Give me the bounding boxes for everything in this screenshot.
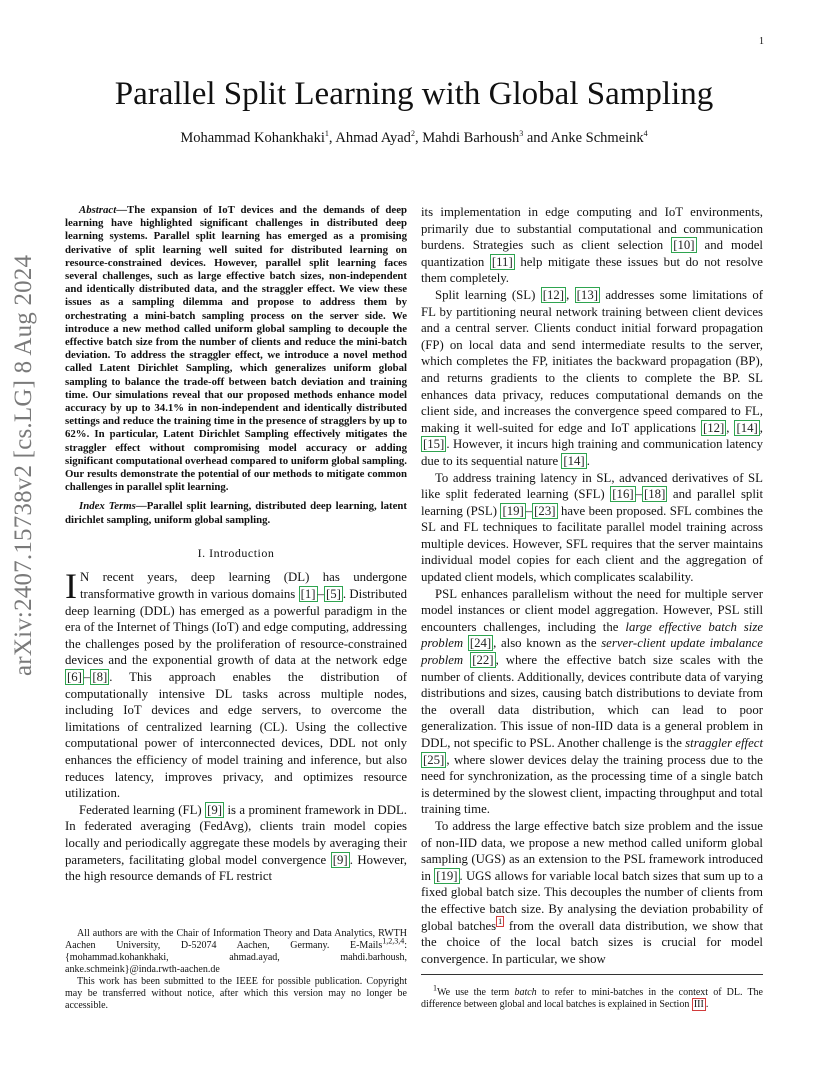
footnote-sup: 1,2,3,4 [382,936,405,946]
text-run: – [83,670,91,685]
batch-footnote [421,974,763,1011]
author-separator: and [523,130,551,146]
text-run: is a prominent framework in DDL. In federated averaging (FedAvg), clients train model copies locally and periodically aggregate these models by averaging their parameters, facilitating global model convergence [65,802,407,867]
emphasis: straggler effect [685,736,763,750]
citation-link[interactable]: [15] [423,437,445,452]
abstract [65,204,407,494]
section-heading: I. Introduction [197,545,275,560]
intro-paragraph-2 [65,802,407,885]
footnote-sup: 1 [433,983,437,993]
text-run: N recent years, deep learning (DL) has undergone transformative growth in various domains [80,570,407,602]
citation-link[interactable]: [16] [612,487,634,502]
citation-link[interactable]: [14] [563,453,585,468]
section-link[interactable]: III [693,999,704,1010]
text-run: Federated learning (FL) [79,802,206,817]
author-affil: 4 [643,129,648,139]
right-paragraph-5 [421,818,763,967]
paper-title: Parallel Split Learning with Global Sampling [114,76,714,112]
author-name: Anke Schmeink [550,130,644,146]
intro-paragraph-1 [65,566,407,801]
citation-link[interactable]: [5] [325,587,341,602]
citation-link[interactable]: [24] [469,636,492,651]
citation-link[interactable]: [12] [542,287,565,302]
text-run: and model quantization [421,238,763,269]
citation-link[interactable]: [19] [436,868,458,883]
footnote-copyright: This work has been submitted to the IEEE for possible publication. Copyright may be transferred without notice, after which this version may no longer be accessible. [65,976,407,1011]
text-run: . However, it incurs high training and communication latency due to its sequential nature [421,437,763,468]
citation-link[interactable]: [11] [491,254,513,269]
citation-link[interactable]: [19] [502,503,524,518]
affiliation-footnote [65,928,407,1012]
arxiv-id: arXiv:2407.15738v2 [cs.LG] 8 Aug 2024 [10,254,37,676]
text-run: addresses some limitations of FL by partitioning neural network training between client devices and a central server. Clients conduct initial forward propagation (FP) on local data and send intermediate results to the server, which completes the FP, initiates the backward propagation (BP), and returns gradients to the clients to complete the BP. SL enhances data privacy, reduces computational demands on the client side, and increases the convergence speed compared to FL, making it well-suited for edge and IoT applications [421,287,763,435]
index-terms-label: Index Terms [79,500,136,513]
author-separator: , [328,130,336,146]
text-run: , where the effective batch size scales with the number of clients. Additionally, devices contribute data of varying distributions and sizes, causing batch distributions to deviate from the overall data distribution, which can lead to poor generalization. This issue of non-IID data is a general problem in DDL, not specific to PSL. Another challenge is the [421,653,763,750]
text-run: , where slower devices delay the training process due to the need for synchronization, as the processing time of a single batch is determined by the slowest client, impacting throughput and total training time. [421,752,763,817]
text-run: help mitigate these issues but do not resolve them completely. [421,254,763,286]
author-list [0,130,828,147]
author-affil: 3 [519,129,524,139]
text-run: and parallel split learning (PSL) [421,487,763,518]
text-run: . [586,453,590,468]
text-run: : {mohammad.kohankhaki, ahmad.ayad, mahdi.barhoush, anke.schmeink}@inda.rwth-aachen.de [65,940,407,975]
text-run: have been proposed. SFL combines the SL and FL techniques to facilitate parallel model training across multiple devices. However, SFL requires that the server maintains individual model copies for each client and the aggregation of updated client models, which complicates scalability. [421,503,763,585]
citation-link[interactable]: [10] [673,238,695,253]
text-run: , also known as the [493,636,602,651]
footnote-link[interactable]: 1 [498,917,503,927]
text-run: To address the large effective batch size problem and the issue of non-IID data, we propose a new method called uniform global sampling (UGS) as an extension to the PSL framework introduced in [421,818,763,883]
right-column [421,204,763,967]
author-name: Mahdi Barhoush [422,130,520,146]
emphasis: large effective batch size problem [421,619,764,651]
text-run: – [317,587,324,602]
page-number: 1 [759,36,764,47]
text-run: All authors are with the Chair of Information Theory and Data Analytics, RWTH Aachen University, D-52074 Aachen, Germany. E-Mails [65,928,407,951]
right-paragraph-4 [421,586,763,818]
footnote-text [421,983,764,1011]
citation-link[interactable]: [23] [534,503,556,518]
emphasis: server-client update imbalance problem [421,636,763,668]
author-name: Ahmad Ayad [335,130,411,146]
footnote-affiliation [65,928,407,976]
citation-link[interactable]: [1] [300,587,316,602]
citation-link[interactable]: [25] [423,752,445,767]
text-run: . This approach enables the distribution of computationally intensive DL tasks across multiple nodes, including IoT devices and edge servers, to overcome the limitations of centralized learning (CL). Using the collective computational power of interconnected devices, DDL not only enhances the efficiency of model training and inference, but also reduces latency, improves privacy, and optimizes resource utilization. [65,670,407,801]
text-run: . UGS allows for variable local batch sizes that sum up to a fixed global batch size. This decouples the number of clients from the effective batch size. By analysing the deviation probability of global batches [421,868,764,933]
text-run: . However, the high resource demands of FL restrict [65,852,407,884]
drop-cap: I [65,566,77,607]
text-run: from the overall data distribution, we show that the choice of the local batch sizes is crucial for model convergence. In particular, we show [421,918,763,966]
left-column [65,204,407,885]
text-run: to refer to mini-batches in the context of DL. The difference between global and local batches is explained in Section [421,987,764,1010]
right-paragraph-3: To address training latency in SL, advanced derivatives of SL like split federated learning (SFL) [16] – [18] and parallel split learning (PSL) [19] – [23] have been proposed. SFL combines the SL and FL techniques to facilitate parallel model training across multiple devices. However, SFL requires that the server maintains individual model copies for each client and the aggregation of updated client models, which complicates scalability. [421,470,763,585]
index-terms-text: —Parallel split learning, distributed deep learning, latent dirichlet sampling, uniform global sampling. [65,500,407,526]
text-run: its implementation in edge computing and IoT environments, primarily due to substantial computational and communication burdens. Strategies such as client selection [421,205,763,253]
text-run: . Distributed deep learning (DDL) has emerged as a powerful paradigm in the era of the Internet of Things (IoT) and edge computing, addressing the challenges posed by the proliferation of resource-constrained devices and the exponential growth of data at the network edge [65,587,407,668]
text-run: We use the term [437,987,515,998]
arxiv-stamp [10,254,60,676]
index-terms [65,500,407,526]
author-affil: 1 [324,129,329,139]
citation-link[interactable]: [6] [67,670,82,685]
right-paragraph-1 [421,204,763,287]
abstract-text: —The expansion of IoT devices and the demands of deep learning have highlighted significant challenges in distributed deep learning systems. Parallel split learning has emerged as a promising derivative of split learning well suited for distributed learning on resource-constrained devices. However, parallel split learning faces several challenges, such as large effective batch sizes, non-independent and identically distributed data, and the straggler effect. We view these issues as a sampling dilemma and propose to address them by orchestrating a mini-batch sampling process on the server side. We introduce a new method called uniform global sampling to decouple the effective batch size from the number of clients and reduce the mini-batch deviation. To address the straggler effect, we introduce a novel method called Latent Dirichlet Sampling, which generalizes uniform global sampling to balance the trade-off between batch deviation and training time. Our simulations reveal that our proposed methods enhance model accuracy by up to 34.1% in non-independent and identically distributed settings and reduce the training time in the presence of stragglers by up to 62%. In particular, Latent Dirichlet Sampling effectively mitigates the straggler effect without compromising model accuracy or adding significant computational overhead compared to uniform global sampling. Our results demonstrate the potential of our methods to mitigate common challenges in parallel split learning. [65,204,407,494]
citation-link[interactable]: [22] [472,653,494,668]
author-name: Mohammad Kohankhaki [180,130,325,146]
author-separator: , [414,130,423,146]
text-run: . [705,999,709,1010]
citation-link[interactable]: [8] [92,670,108,685]
author-affil: 2 [410,129,415,139]
text-run: To address training latency in SL, advanced derivatives of SL like split federated learning (SFL) [421,470,763,502]
citation-link[interactable]: [9] [207,802,223,817]
text-run: PSL enhances parallelism without the need for multiple server model instances or client model aggregation. However, PSL still encounters challenges, including the [421,586,763,634]
citation-link[interactable]: [14] [736,420,758,435]
emphasis: batch [514,987,537,998]
citation-link[interactable]: [12] [702,420,725,435]
citation-link[interactable]: [18] [644,487,666,502]
right-paragraph-2: Split learning (SL) [12] , [13] addresses some limitations of FL by partitioning neural network training between client devices and a central server. Clients conduct initial forward propagation (FP) on local data and send intermediate results to the server, which completes the FP, initiates the backward propagation (BP), and returns gradients to the clients to complete the BP. SL enhances data privacy, reduces computational demands on the client side, and increases the convergence speed compared to FL, making it well-suited for edge and IoT applications [12] , [14] , [15] . However, it incurs high training and communication latency due to its sequential nature [14] . [421,287,763,468]
abstract-label: Abstract [79,204,117,216]
citation-link[interactable]: [9] [332,852,348,867]
text-run: Split learning (SL) [435,287,541,302]
citation-link[interactable]: [13] [576,287,598,302]
